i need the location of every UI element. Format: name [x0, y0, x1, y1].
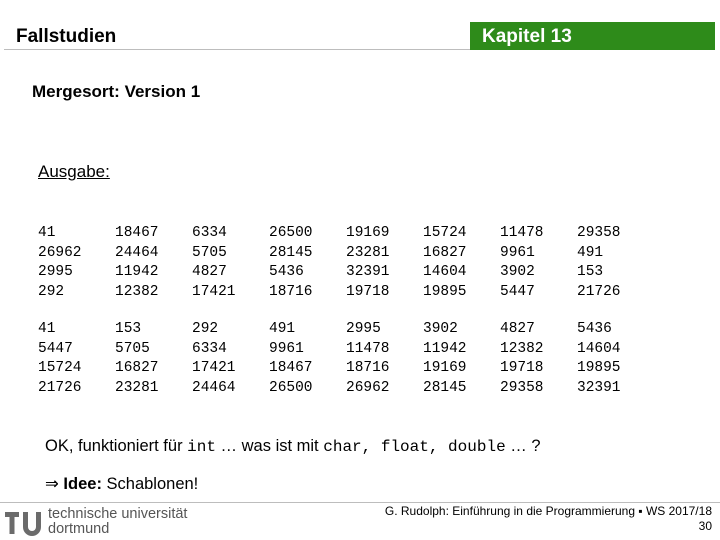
output-number: 491	[269, 321, 296, 337]
output-number: 11478	[346, 340, 390, 357]
output-number: 16827	[423, 244, 467, 261]
wordmark-line-2: dortmund	[48, 521, 110, 537]
page-number: 30	[698, 519, 712, 533]
output-number: 14604	[577, 340, 621, 357]
header-title: Fallstudien	[16, 26, 117, 47]
credit-text: G. Rudolph: Einführung in die Programmierung ▪ WS 2017/18	[384, 504, 712, 518]
output-number: 12382	[115, 283, 159, 300]
footer-credit	[385, 504, 712, 534]
output-number: 4827	[192, 264, 227, 280]
output-number: 15724	[38, 360, 82, 376]
chapter-banner	[470, 22, 715, 50]
note-line	[45, 437, 541, 456]
output-number: 5705	[115, 340, 150, 357]
output-number: 12382	[500, 340, 544, 357]
output-number: 9961	[500, 244, 535, 261]
output-number: 11942	[423, 340, 467, 357]
output-number: 29358	[577, 225, 621, 241]
output-block-unsorted	[38, 224, 654, 302]
output-number: 16827	[115, 360, 159, 376]
output-number: 23281	[346, 244, 390, 261]
output-number: 6334	[192, 225, 227, 241]
output-number: 5436	[269, 264, 304, 280]
tu-logo-icon	[4, 506, 42, 536]
idea-line	[45, 474, 198, 494]
chapter-label: Kapitel 13	[482, 26, 572, 47]
output-label: Ausgabe:	[38, 162, 110, 181]
output-number: 26962	[38, 244, 82, 261]
output-number: 26962	[346, 379, 390, 396]
output-number: 19895	[423, 283, 467, 300]
output-number: 18467	[115, 225, 159, 241]
output-number: 23281	[115, 379, 159, 396]
output-number: 3902	[500, 264, 535, 280]
output-number: 2995	[38, 264, 73, 280]
idea-label: Idee:	[63, 475, 102, 493]
output-number: 2995	[346, 321, 381, 337]
output-number: 24464	[192, 379, 236, 396]
output-number: 292	[192, 321, 219, 337]
output-number: 4827	[500, 321, 535, 337]
output-number: 11478	[500, 225, 544, 241]
header-bar	[4, 22, 470, 50]
wordmark-line-1: technische universität	[48, 506, 188, 522]
output-number: 18716	[269, 283, 313, 300]
output-number: 5447	[500, 283, 535, 300]
output-number: 491	[577, 244, 604, 261]
note-code-int: int	[187, 438, 216, 456]
note-text-1: OK, funktioniert für	[45, 437, 188, 455]
output-number: 41	[38, 225, 56, 241]
output-number: 19718	[346, 283, 390, 300]
output-number: 21726	[577, 283, 621, 300]
output-number: 17421	[192, 283, 236, 300]
output-number: 9961	[269, 340, 304, 357]
output-number: 11942	[115, 264, 159, 280]
output-number: 26500	[269, 225, 313, 241]
output-number: 6334	[192, 340, 227, 357]
note-text-3: … ?	[505, 437, 541, 455]
note-code-types: char, float, double	[323, 438, 506, 456]
output-number: 153	[115, 321, 142, 337]
output-block-sorted	[38, 320, 654, 398]
output-number: 18467	[269, 360, 313, 376]
output-number: 26500	[269, 379, 313, 396]
output-number: 15724	[423, 225, 467, 241]
note-text-2: … was ist mit	[215, 437, 324, 455]
output-number: 5447	[38, 340, 73, 357]
output-number: 153	[577, 264, 604, 280]
output-number: 19169	[346, 225, 390, 241]
output-number: 19895	[577, 360, 621, 376]
university-wordmark	[48, 507, 187, 537]
output-number: 21726	[38, 379, 82, 396]
output-number: 14604	[423, 264, 467, 280]
output-number: 32391	[577, 379, 621, 396]
output-number: 24464	[115, 244, 159, 261]
output-number: 32391	[346, 264, 390, 280]
idea-text: Schablonen!	[101, 475, 199, 493]
output-number: 29358	[500, 379, 544, 396]
output-number: 18716	[346, 360, 390, 376]
output-number: 41	[38, 321, 56, 337]
output-number: 19718	[500, 360, 544, 376]
output-number: 5705	[192, 244, 227, 261]
output-number: 5436	[577, 321, 612, 337]
footer-divider	[0, 502, 720, 503]
output-number: 28145	[423, 379, 467, 396]
output-number: 19169	[423, 360, 467, 376]
output-number: 28145	[269, 244, 313, 261]
output-number: 292	[38, 283, 65, 300]
slide-subtitle: Mergesort: Version 1	[32, 82, 201, 101]
implies-arrow: ⇒	[45, 475, 59, 493]
output-number: 3902	[423, 321, 458, 337]
output-number: 17421	[192, 360, 236, 376]
